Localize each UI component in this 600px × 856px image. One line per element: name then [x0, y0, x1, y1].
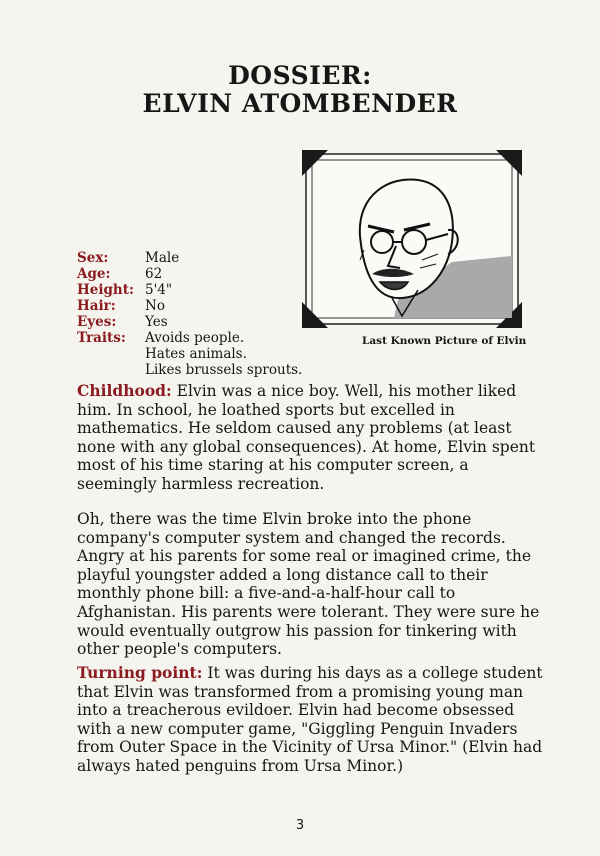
stat-value: 62	[145, 266, 163, 282]
portrait-frame	[302, 150, 522, 328]
dossier-title: DOSSIER:	[228, 61, 372, 90]
stat-row-eyes	[77, 314, 302, 330]
stat-value: Yes	[145, 314, 168, 330]
stat-row-traits	[77, 330, 302, 378]
stat-row-height	[77, 282, 302, 298]
paragraph-text: It was during his days as a college student that Elvin was transformed from a promising young man into a treacherous evildoer. Elvin had become obsessed with a new computer game, "Giggling Penguin Invaders from Outer Space in the Vicinity of Ursa Minor." (Elvin had always hated penguins from Ursa Minor.)	[77, 664, 543, 775]
stat-row-hair	[77, 298, 302, 314]
portrait-illustration	[302, 150, 522, 328]
section-lead: Childhood:	[77, 381, 172, 400]
page-number: 3	[295, 818, 305, 833]
subject-name-title: ELVIN ATOMBENDER	[142, 89, 458, 118]
stat-label: Age:	[77, 266, 111, 282]
childhood-paragraph	[77, 382, 547, 494]
stat-row-sex	[77, 250, 302, 266]
stat-value: No	[145, 298, 165, 314]
portrait-caption: Last Known Picture of Elvin	[362, 335, 527, 347]
paragraph-text: Oh, there was the time Elvin broke into the phone company's computer system and changed the records. Angry at his parents for some real or imagined crime, the playful youngster added a long distance call to their monthly phone bill: a five-and-a-half-hour call to Afghanistan. His parents were tolerant. They were sure he would eventually outgrow his passion for tinkering with other people's computers.	[77, 510, 540, 659]
stat-label: Sex:	[77, 250, 109, 266]
section-lead: Turning point:	[77, 663, 203, 682]
stat-label: Hair:	[77, 298, 116, 314]
stat-value: Male	[145, 250, 180, 266]
paragraph-text: Elvin was a nice boy. Well, his mother liked him. In school, he loathed sports but excelled in mathematics. He seldom caused any problems (at least none with any global consequences). At home, Elvin spent most of his time staring at his computer screen, a seemingly harmless recreation.	[77, 382, 536, 493]
stat-row-age	[77, 266, 302, 282]
stat-label: Eyes:	[77, 314, 117, 330]
phone-company-paragraph	[77, 510, 547, 659]
stat-value: 5'4"	[145, 282, 173, 298]
stats-table	[77, 250, 302, 378]
turning-point-paragraph	[77, 664, 547, 776]
stat-value: Avoids people. Hates animals. Likes brussels sprouts.	[145, 330, 303, 378]
stat-label: Traits:	[77, 330, 126, 346]
stat-label: Height:	[77, 282, 134, 298]
